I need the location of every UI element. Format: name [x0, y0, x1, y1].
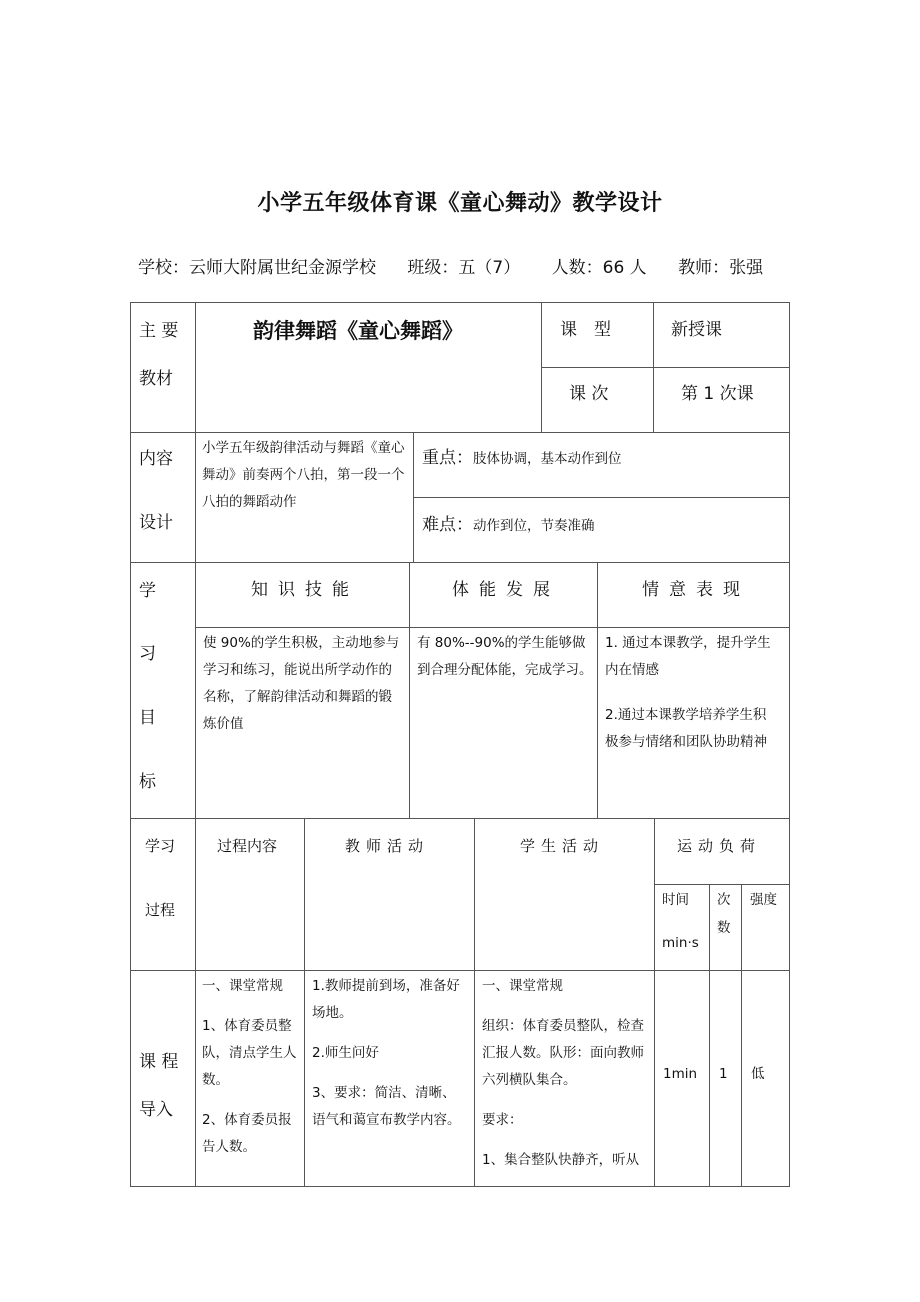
difficulty-value: 动作到位，节奏准确 [473, 518, 595, 534]
fitness-header: 体能发展 [452, 580, 560, 600]
intensity-header-cell [741, 884, 790, 971]
time-value: 1min [663, 1066, 698, 1082]
student-activity-header: 学生活动 [520, 837, 605, 855]
student-activity-cell [474, 970, 655, 1187]
student-activity-header-cell [474, 818, 655, 971]
times-value-cell [709, 970, 742, 1187]
stage-label-2: 导入 [139, 1100, 173, 1120]
key-point [422, 448, 622, 469]
times-value: 1 [719, 1066, 728, 1082]
school-info: 学校：云师大附属世纪金源学校 [138, 258, 376, 278]
main-material-label-cell [130, 302, 196, 433]
teacher-activity: 1.教师提前到场，准备好 场地。 2.师生问好 3、要求：简洁、清晰、 语气和蔼宣布教学内容。 [312, 978, 461, 1128]
lesson-info [138, 253, 763, 278]
teacher-activity-cell [304, 970, 475, 1187]
lesson-number-value: 第 1 次课 [681, 384, 754, 404]
content-description: 小学五年级韵律活动与舞蹈《童心 舞动》前奏两个八拍，第一段一个 八拍的舞蹈动作 [202, 440, 405, 510]
key-point-label: 重点： [422, 448, 473, 468]
fitness-content-cell [409, 627, 598, 819]
learning-goals-char: 学 [139, 581, 156, 601]
page-title: 小学五年级体育课《童心舞动》教学设计 [257, 191, 663, 216]
affect-content: 1. 通过本课教学，提升学生 内在情感 2.通过本课教学培养学生积 极参与情绪和团队协助精神 [605, 635, 771, 750]
main-material-label-2: 教材 [139, 369, 173, 389]
main-material-value-cell [195, 302, 542, 433]
fitness-header-cell [409, 562, 598, 628]
stage-label-1: 课 程 [139, 1052, 179, 1072]
difficulty-point [422, 515, 595, 536]
lesson-type-label: 课 型 [560, 320, 611, 340]
teacher-info: 教师：张强 [678, 258, 764, 278]
affect-header-cell [597, 562, 790, 628]
lesson-type-label-cell [541, 302, 654, 368]
process-label-2: 过程 [145, 901, 176, 919]
time-unit: min·s [662, 935, 699, 951]
knowledge-content-cell [195, 627, 410, 819]
knowledge-content: 使 90%的学生积极，主动地参与 学习和练习，能说出所学动作的 名称，了解韵律活动和舞蹈的锻 炼价值 [203, 635, 400, 732]
teacher-activity-header: 教师活动 [345, 837, 430, 855]
time-header: 时间 [662, 892, 689, 908]
intensity-value-cell [741, 970, 790, 1187]
lesson-number-label: 课 次 [569, 384, 609, 404]
intensity-value: 低 [751, 1066, 765, 1082]
exercise-load-header: 运动负荷 [677, 837, 762, 855]
main-material-value: 韵律舞蹈《童心舞蹈》 [253, 319, 463, 343]
lesson-number-label-cell [541, 367, 654, 433]
content-design-label-1: 内容 [139, 449, 173, 469]
lesson-type-value-cell [653, 302, 790, 368]
times-header-1: 次 [717, 892, 731, 908]
content-description-cell [195, 432, 414, 563]
student-count: 人数：66 人 [551, 258, 647, 278]
process-content-header-cell [195, 818, 305, 971]
key-point-cell [413, 432, 790, 498]
times-header-cell [709, 884, 742, 971]
knowledge-header-cell [195, 562, 410, 628]
learning-goals-char: 目 [139, 708, 156, 728]
affect-content-cell [597, 627, 790, 819]
learning-goals-char: 习 [139, 644, 156, 664]
difficulty-label: 难点： [422, 515, 473, 535]
student-activity: 一、课堂常规 组织：体育委员整队，检查 汇报人数。队形：面向教师 六列横队集合。 要求： 1、集合整队快静齐，听从 [482, 978, 644, 1168]
stage-content: 一、课堂常规 1、体育委员整 队，清点学生人 数。 2、体育委员报 告人数。 [202, 978, 297, 1155]
lesson-type-value: 新授课 [671, 320, 722, 340]
time-header-cell [654, 884, 710, 971]
process-label-cell [130, 818, 196, 971]
difficulty-cell [413, 497, 790, 563]
affect-header: 情意表现 [642, 580, 750, 600]
knowledge-header: 知识技能 [251, 580, 359, 600]
time-value-cell [654, 970, 710, 1187]
stage-content-cell [195, 970, 305, 1187]
intensity-header: 强度 [750, 892, 777, 908]
exercise-load-header-cell [654, 818, 790, 885]
main-material-label-1: 主 要 [139, 321, 179, 341]
stage-label-cell [130, 970, 196, 1187]
class-info: 班级：五（7） [407, 258, 521, 278]
process-content-header: 过程内容 [217, 837, 278, 855]
content-design-label-cell [130, 432, 196, 563]
learning-goals-char: 标 [139, 772, 156, 792]
process-label-1: 学习 [145, 837, 176, 855]
fitness-content: 有 80%--90%的学生能够做 到合理分配体能，完成学习。 [417, 635, 593, 678]
learning-goals-label-cell [130, 562, 196, 819]
key-point-value: 肢体协调，基本动作到位 [473, 451, 622, 467]
teacher-activity-header-cell [304, 818, 475, 971]
lesson-number-value-cell [653, 367, 790, 433]
times-header-2: 数 [717, 920, 731, 936]
content-design-label-2: 设计 [139, 513, 173, 533]
